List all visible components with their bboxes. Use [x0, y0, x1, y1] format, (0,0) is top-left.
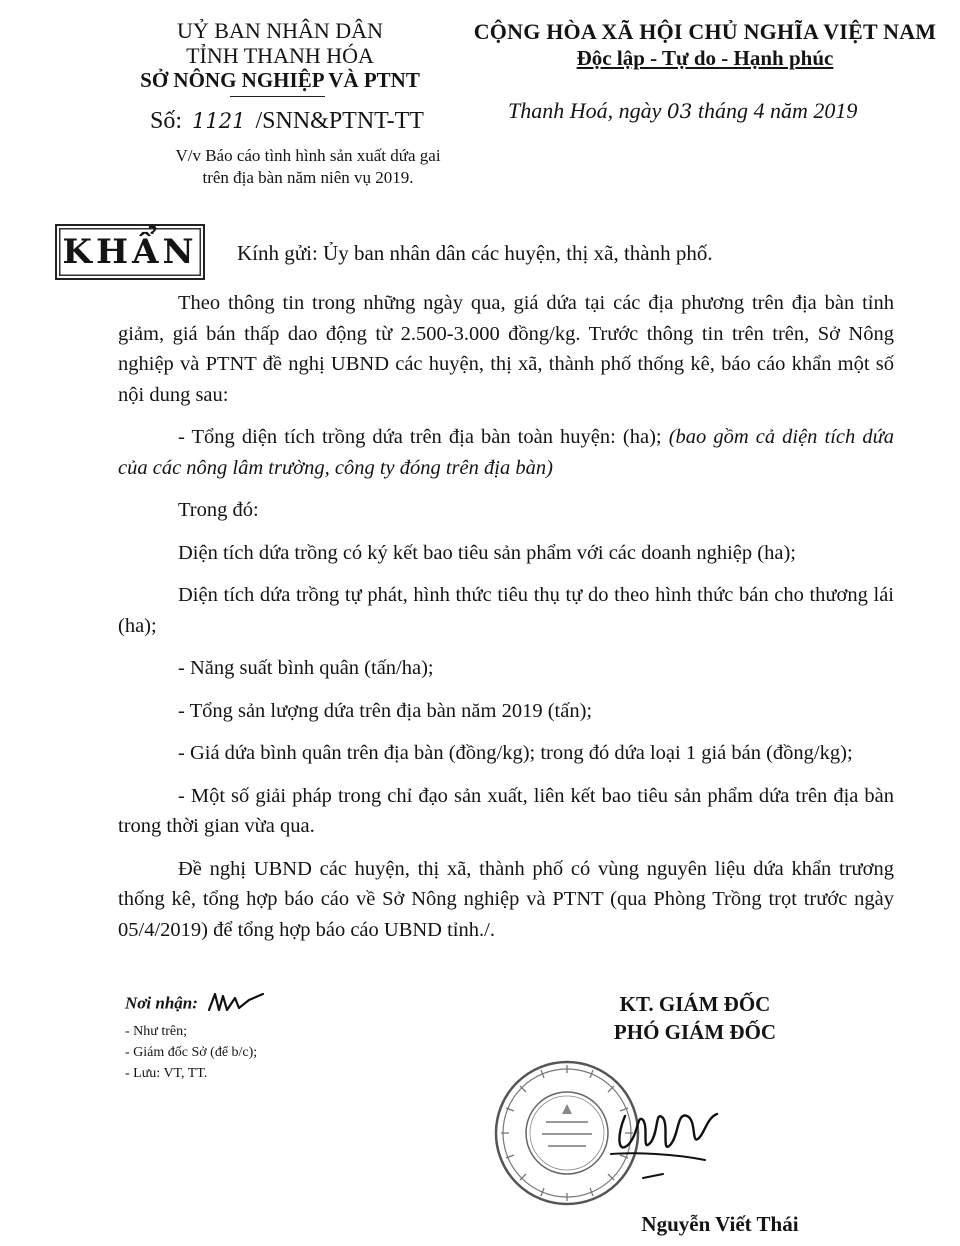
signer-name: Nguyễn Viết Thái	[641, 1212, 799, 1236]
urgent-stamp: KHẨN	[55, 224, 205, 280]
receiver-item-1: - Như trên;	[125, 1024, 188, 1039]
in-which-label: Trong đó:	[178, 499, 259, 521]
sub-item-2: Diện tích dứa trồng tự phát, hình thức tiêu thụ tự do theo hình thức bán cho thương lái (ha);	[118, 584, 894, 637]
national-motto	[470, 18, 940, 72]
receiver-item-2: - Giám đốc Sở (để b/c);	[125, 1045, 258, 1060]
date-line	[508, 98, 857, 124]
intro-paragraph: Theo thông tin trong những ngày qua, giá dứa tại các địa phương trên địa bàn tỉnh giảm, giá bán thấp dao động từ 2.500-3.000 đồng/kg. Trước thông tin trên trên, Sở Nông nghiệp và PTNT đề nghị UBND các huyện, thị xã, thành phố thống kê, báo cáo khẩn một số nội dung sau:	[118, 292, 894, 406]
item-1-text: - Tổng diện tích trồng dứa trên địa bàn toàn huyện: (ha);	[178, 426, 662, 448]
date-day: 03	[666, 99, 693, 123]
letter-body	[118, 288, 894, 945]
sub-item-1: Diện tích dứa trồng có ký kết bao tiêu sản phẩm với các doanh nghiệp (ha);	[178, 541, 796, 564]
recipient-line: Kính gửi: Ủy ban nhân dân các huyện, thị xã, thành phố.	[237, 241, 713, 265]
director-signature-icon	[595, 1090, 735, 1195]
document-number	[150, 108, 424, 135]
request-item-5: - Một số giải pháp trong chỉ đạo sản xuất, liên kết bao tiêu sản phẩm dứa trên địa bàn trong thời gian vừa qua.	[118, 784, 894, 837]
initials-signature-icon	[205, 990, 267, 1021]
issuing-agency	[120, 18, 440, 93]
receiver-item-3: - Lưu: VT, TT.	[125, 1066, 208, 1081]
subject-line-2: trên địa bàn năm niên vụ 2019.	[202, 168, 414, 187]
agency-underline	[230, 96, 325, 97]
country-name: CỘNG HÒA XÃ HỘI CHỦ NGHĨA VIỆT NAM	[473, 19, 937, 44]
signature-title-1: KT. GIÁM ĐỐC	[619, 992, 771, 1016]
subject-line-1: V/v Báo cáo tình hình sản xuất dứa gai	[175, 146, 441, 165]
receivers-title: Nơi nhận:	[125, 993, 198, 1013]
request-item-1	[118, 422, 894, 483]
item-1-note: (bao gồm cả diện tích dứa của các nông lâm trường, công ty đóng trên địa bàn)	[118, 426, 895, 479]
request-item-2: - Năng suất bình quân (tấn/ha);	[178, 657, 434, 679]
agency-line-3: SỞ NÔNG NGHIỆP VÀ PTNT	[140, 68, 420, 92]
agency-line-1: UỶ BAN NHÂN DÂN	[177, 18, 383, 43]
subject	[138, 145, 478, 189]
doc-number-value: 1121	[192, 109, 246, 133]
receivers-block	[125, 990, 267, 1084]
date-rest: tháng 4 năm 2019	[697, 98, 858, 123]
closing-paragraph: Đề nghị UBND các huyện, thị xã, thành phố có vùng nguyên liệu dứa khẩn trương thống kê, tổng hợp báo cáo về Sở Nông nghiệp và PTNT (qua Phòng Trồng trọt trước ngày 05/4/2019) để tổng hợp báo cáo UBND tỉnh./.	[118, 857, 894, 941]
signature-title-block	[565, 990, 825, 1046]
doc-number-label: Số:	[150, 108, 183, 134]
request-item-3: - Tổng sản lượng dứa trên địa bàn năm 2019 (tấn);	[178, 699, 593, 722]
signature-title-2: PHÓ GIÁM ĐỐC	[613, 1020, 777, 1044]
motto: Độc lập - Tự do - Hạnh phúc	[576, 46, 834, 70]
doc-number-suffix: /SNN&PTNT-TT	[255, 108, 424, 134]
date-prefix: Thanh Hoá, ngày	[508, 98, 662, 123]
agency-line-2: TỈNH THANH HÓA	[186, 43, 374, 68]
request-item-4: - Giá dứa bình quân trên địa bàn (đồng/kg); trong đó dứa loại 1 giá bán (đồng/kg);	[178, 742, 853, 764]
